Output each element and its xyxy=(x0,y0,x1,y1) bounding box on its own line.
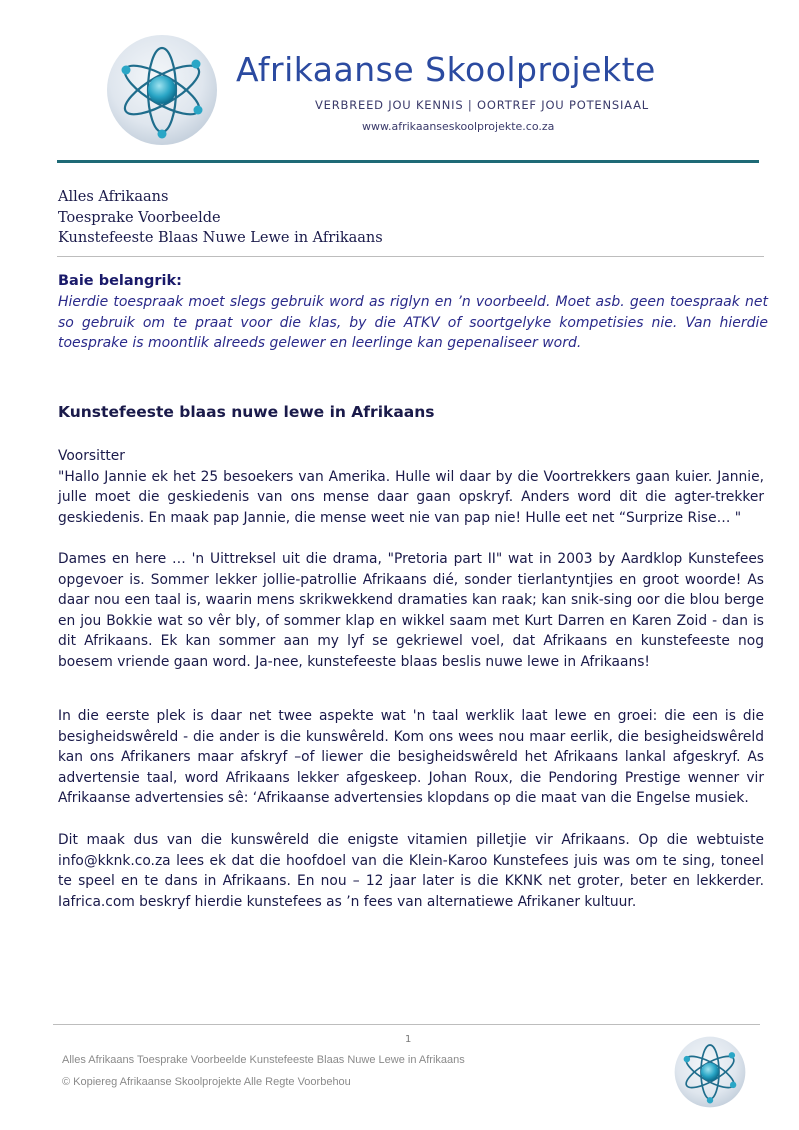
footer-copyright: © Kopiereg Afrikaanse Skoolprojekte Alle Regte Voorbehou xyxy=(62,1076,351,1088)
breadcrumb-divider xyxy=(57,256,764,257)
site-url[interactable]: www.afrikaanseskoolprojekte.co.za xyxy=(362,120,555,133)
atom-icon xyxy=(674,1036,746,1108)
site-title: Afrikaanse Skoolprojekte xyxy=(236,50,656,89)
breadcrumb xyxy=(58,187,383,249)
footer-document-title: Alles Afrikaans Toesprake Voorbeelde Kunstefeeste Blaas Nuwe Lewe in Afrikaans xyxy=(62,1054,465,1066)
page-number: 1 xyxy=(405,1034,412,1045)
atom-icon xyxy=(106,34,218,146)
footer-divider xyxy=(53,1024,760,1025)
header-divider xyxy=(57,160,759,163)
notice-title: Baie belangrik: xyxy=(58,273,182,289)
breadcrumb-item: Toesprake Voorbeelde xyxy=(58,209,221,226)
speech-paragraph: Dit maak dus van die kunswêreld die enigste vitamien pilletjie vir Afrikaans. Op die webtuiste info@kknk.co.za lees ek dat die hoofdoel van die Klein-Karoo Kunstefees juis was om te sing, toneel te speel en te dans in Afrikaans. En nou – 12 jaar later is die KKNK net groter, beter en lekkerder. Iafrica.com beskryf hierdie kunstefees as ’n fees van alternatiewe Afrikaner kultuur. xyxy=(58,832,764,910)
speech-paragraph: Dames en here … 'n Uittreksel uit die drama, "Pretoria part II" wat in 2003 by Aardklop Kunstefees opgevoer is. Sommer lekker jollie-patrollie Afrikaans dié, sonder tierlantyntjies en groot woorde! As daar nou een taal is, waarin mens skrikwekkend dramaties kan raak; kan snik-sing oor die blou berge en jou Bokkie wat so vêr bly, of sommer klap en wikkel saam met Kurt Darren en Karen Zoid - dan is dit Afrikaans. Ek kan sommer aan my lyf se gekriewel voel, dat Afrikaans en kunstefeeste nog boesem vriende gaan word. Ja-nee, kunstefeeste blaas beslis nuwe lewe in Afrikaans! xyxy=(58,551,764,670)
speech-paragraph: Voorsitter "Hallo Jannie ek het 25 besoekers van Amerika. Hulle wil daar by die Voortrekkers gaan kuier. Jannie, julle moet die geskiedenis van ons mense daar gaan opskryf. Anders word dit die agter-trekker geskiedenis. En maak pap Jannie, die mense weet nie van pap nie! Hulle eet net “Surprize Rise… " xyxy=(58,448,764,526)
notice-text: Hierdie toespraak moet slegs gebruik word as riglyn en ’n voorbeeld. Moet asb. geen toespraak net so gebruik om te praat voor die klas, by die ATKV of soortgelyke kompetisies nie. Van hierdie toesprake is moontlik alreeds gelewer en leerlinge kan gepenaliseer word. xyxy=(58,294,768,351)
breadcrumb-item: Kunstefeeste Blaas Nuwe Lewe in Afrikaans xyxy=(58,230,383,246)
speech-title: Kunstefeeste blaas nuwe lewe in Afrikaans xyxy=(58,403,435,421)
speech-paragraph: In die eerste plek is daar net twee aspekte wat 'n taal werklik laat lewe en groei: die een is die besigheidswêreld - die ander is die kunswêreld. Kom ons wees nou maar eerlik, die besigheidswêreld kan ons Afrikaners maar afskryf –of liewer die besigheidswêreld het Afrikaans lankal afgeskryf. As advertensie taal, word Afrikaans lekker afgeskeep. Johan Roux, die Pendoring Prestige wenner vir Afrikaanse advertensies sê: ‘Afrikaanse advertensies klopdans op die maat van die Engelse musiek. xyxy=(58,708,764,807)
site-tagline: VERBREED JOU KENNIS | OORTREF JOU POTENSIAAL xyxy=(315,98,650,112)
breadcrumb-item: Alles Afrikaans xyxy=(58,189,169,205)
